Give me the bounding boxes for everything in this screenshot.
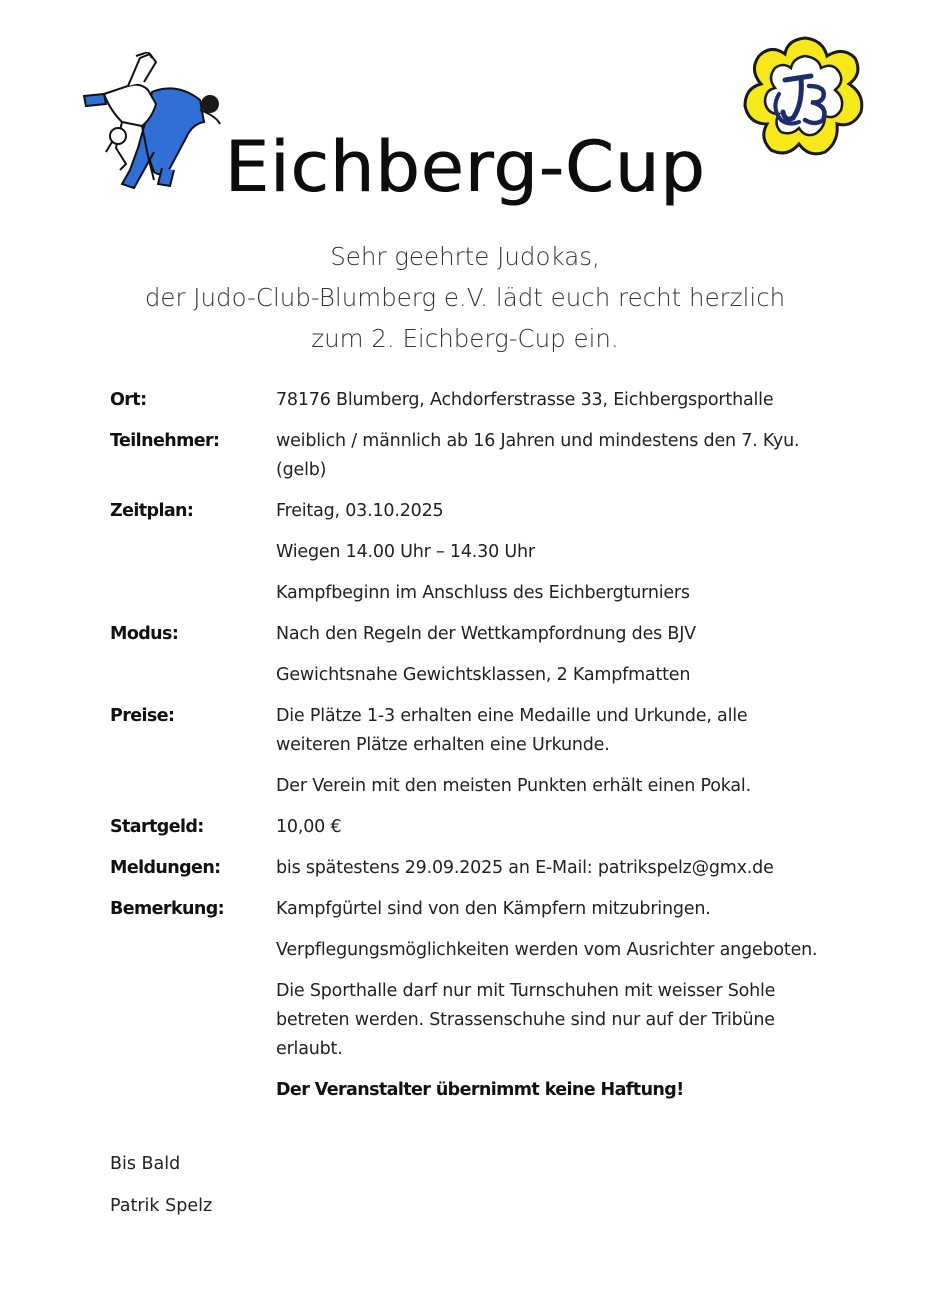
intro-line: Sehr geehrte Judokas, (330, 242, 600, 271)
row-label: Ort: (110, 390, 147, 410)
row-ort (110, 386, 830, 427)
row-label: Bemerkung: (110, 899, 225, 919)
row-preise (110, 702, 830, 813)
closing-signature (110, 1150, 212, 1234)
row-meldungen (110, 854, 830, 895)
row-label: Zeitplan: (110, 501, 194, 521)
row-label: Modus: (110, 624, 179, 644)
disclaimer-text: Der Veranstalter übernimmt keine Haftung! (276, 1080, 684, 1100)
intro-line: der Judo-Club-Blumberg e.V. lädt euch recht herzlich (144, 283, 786, 312)
row-value: Freitag, 03.10.2025 Wiegen 14.00 Uhr – 14.30 Uhr Kampfbeginn im Anschluss des Eichbergturniers (276, 501, 690, 603)
row-value: 10,00 € (276, 817, 342, 837)
row-teilnehmer (110, 427, 830, 497)
row-label: Startgeld: (110, 817, 204, 837)
row-value: 78176 Blumberg, Achdorferstrasse 33, Eichbergsporthalle (276, 390, 774, 410)
row-value: Die Plätze 1-3 erhalten eine Medaille und Urkunde, alle weiteren Plätze erhalten eine Urkunde. Der Verein mit den meisten Punkten erhält einen Pokal. (276, 706, 751, 796)
row-value: Kampfgürtel sind von den Kämpfern mitzubringen. Verpflegungsmöglichkeiten werden vom Ausrichter angeboten. Die Sporthalle darf nur mit Turnschuhen mit weisser Sohle betreten werden. Strassenschuhe sind nur auf der Tribüne erlaubt. Der Veranstalter übernimmt keine Haftung! (276, 895, 821, 1117)
closing-greeting: Bis Bald (110, 1154, 181, 1174)
info-table (110, 386, 830, 1117)
row-value: weiblich / männlich ab 16 Jahren und mindestens den 7. Kyu. (gelb) (276, 431, 800, 480)
signature-name: Patrik Spelz (110, 1196, 213, 1216)
row-value: bis spätestens 29.09.2025 an E-Mail: patrikspelz@gmx.de (276, 858, 774, 878)
row-label: Teilnehmer: (110, 431, 220, 451)
row-bemerkung (110, 895, 830, 1117)
row-label: Meldungen: (110, 858, 221, 878)
intro-text (0, 236, 930, 359)
row-zeitplan (110, 497, 830, 620)
row-modus (110, 620, 830, 702)
page-title: Eichberg-Cup (224, 126, 706, 208)
row-label: Preise: (110, 706, 175, 726)
row-startgeld (110, 813, 830, 854)
intro-line: zum 2. Eichberg-Cup ein. (311, 324, 619, 353)
row-value: Nach den Regeln der Wettkampfordnung des BJV Gewichtsnahe Gewichtsklassen, 2 Kampfmatten (276, 624, 696, 685)
